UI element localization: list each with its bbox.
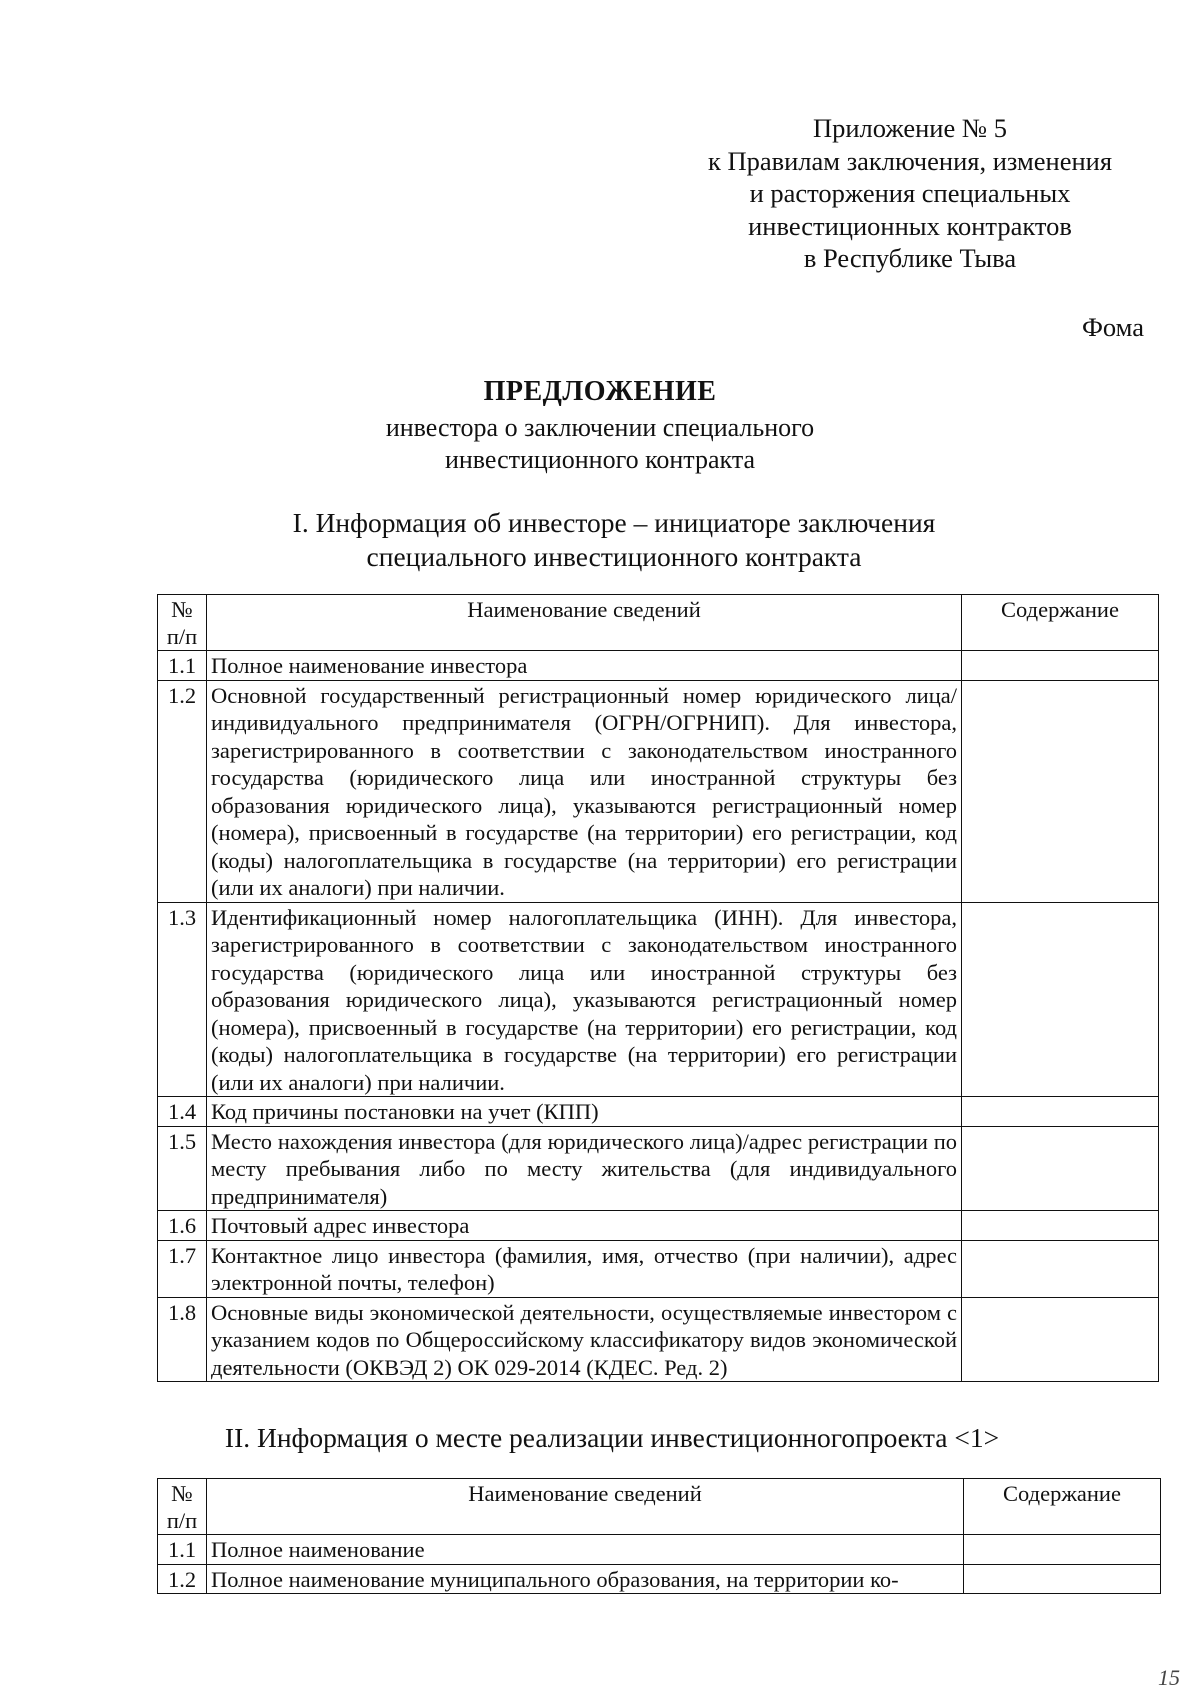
project-location-table (157, 1478, 1161, 1594)
table-row (158, 1535, 1161, 1565)
header-name: Наименование сведений (207, 595, 962, 651)
header-number-line: № (171, 1481, 193, 1506)
row-number: 1.4 (158, 1097, 207, 1127)
header-name: Наименование сведений (207, 1479, 964, 1535)
row-content-cell[interactable] (962, 1240, 1159, 1297)
table-row (158, 1240, 1159, 1297)
appendix-line: в Республике Тыва (803, 243, 1017, 273)
document-title: ПРЕДЛОЖЕНИЕ (483, 376, 717, 407)
table-header-row (158, 1479, 1161, 1535)
row-content-cell[interactable] (962, 1126, 1159, 1211)
table-row (158, 680, 1159, 902)
row-description: Почтовый адрес инвестора (207, 1211, 962, 1241)
row-description: Полное наименование инвестора (207, 651, 962, 681)
appendix-line: Приложение № 5 (812, 113, 1007, 143)
investor-info-table (157, 594, 1159, 1382)
document-subtitle (0, 412, 1200, 476)
row-description: Полное наименование муниципального образования, на территории ко- (207, 1564, 964, 1594)
row-number: 1.1 (158, 1535, 207, 1565)
table-row (158, 651, 1159, 681)
appendix-line: инвестиционных контрактов (748, 210, 1072, 241)
page-number: 15 (1158, 1665, 1180, 1690)
header-number-line: № (171, 597, 193, 622)
row-number: 1.2 (158, 1564, 207, 1594)
row-description: Код причины постановки на учет (КПП) (207, 1097, 962, 1127)
row-number: 1.1 (158, 651, 207, 681)
section-1-title-line: I. Информация об инвесторе – инициаторе заключения (292, 507, 936, 538)
section-2-title: II. Информация о месте реализации инвестиционногопроекта <1> (224, 1422, 1000, 1453)
table-row (158, 1211, 1159, 1241)
section-1-title (14, 506, 1200, 574)
row-content-cell[interactable] (962, 651, 1159, 681)
row-content-cell[interactable] (962, 1211, 1159, 1241)
appendix-line: к Правилам заключения, изменения (707, 145, 1113, 176)
row-content-cell[interactable] (964, 1535, 1161, 1565)
row-content-cell[interactable] (962, 680, 1159, 902)
row-description: Место нахождения инвестора (для юридического лица)/адрес регистрации по месту пребывания либо по месту жительства (для индивидуального предпринимателя) (207, 1126, 962, 1211)
subtitle-line: инвестиционного контракта (444, 445, 756, 474)
row-content-cell[interactable] (962, 1297, 1159, 1382)
section-1-title-line: специального инвестиционного контракта (366, 541, 862, 572)
table-row (158, 902, 1159, 1097)
row-number: 1.6 (158, 1211, 207, 1241)
row-content-cell[interactable] (964, 1564, 1161, 1594)
row-number: 1.3 (158, 902, 207, 1097)
table-row (158, 1097, 1159, 1127)
row-number: 1.2 (158, 680, 207, 902)
table-row (158, 1297, 1159, 1382)
row-number: 1.5 (158, 1126, 207, 1211)
row-description: Полное наименование (207, 1535, 964, 1565)
row-description: Идентификационный номер налогоплательщика (ИНН). Для инвестора, зарегистрированного в соответствии с законодательством иностранного государства (юридического лица или иностранной структуры без образования юридического лица), указываются регистрационный номер (номера), присвоенный в государстве (на территории) его регистрации, код (коды) налогоплательщика в государстве (на территории) его регистрации (или их аналоги) при наличии. (207, 902, 962, 1097)
header-content: Содержание (962, 595, 1159, 651)
form-label: Фома (1081, 312, 1144, 342)
header-number-line: п/п (166, 624, 198, 649)
subtitle-line: инвестора о заключении специального (385, 413, 815, 442)
header-number (158, 595, 207, 651)
table-header-row (158, 595, 1159, 651)
header-number (158, 1479, 207, 1535)
table-row (158, 1564, 1161, 1594)
table-row (158, 1126, 1159, 1211)
header-number-line: п/п (166, 1508, 198, 1533)
header-content: Содержание (964, 1479, 1161, 1535)
row-number: 1.8 (158, 1297, 207, 1382)
row-description: Контактное лицо инвестора (фамилия, имя, отчество (при наличии), адрес электронной почты, телефон) (207, 1240, 962, 1297)
row-number: 1.7 (158, 1240, 207, 1297)
appendix-line: и расторжения специальных (749, 178, 1071, 208)
row-description: Основные виды экономической деятельности, осуществляемые инвестором с указанием кодов по Общероссийскому классификатору видов экономической деятельности (ОКВЭД 2) ОК 029-2014 (КДЕС. Ред. 2) (207, 1297, 962, 1382)
row-description: Основной государственный регистрационный номер юридического лица/индивидуального предпринимателя (ОГРН/ОГРНИП). Для инвестора, зарегистрированного в соответствии с законодательством иностранного государства (юридического лица или иностранной структуры без образования юридического лица), указываются регистрационный номер (номера), присвоенный в государстве (на территории) его регистрации, код (коды) налогоплательщика в государстве (на территории) его регистрации (или их аналоги) при наличии. (207, 680, 962, 902)
row-content-cell[interactable] (962, 902, 1159, 1097)
row-content-cell[interactable] (962, 1097, 1159, 1127)
appendix-header (680, 112, 1140, 275)
